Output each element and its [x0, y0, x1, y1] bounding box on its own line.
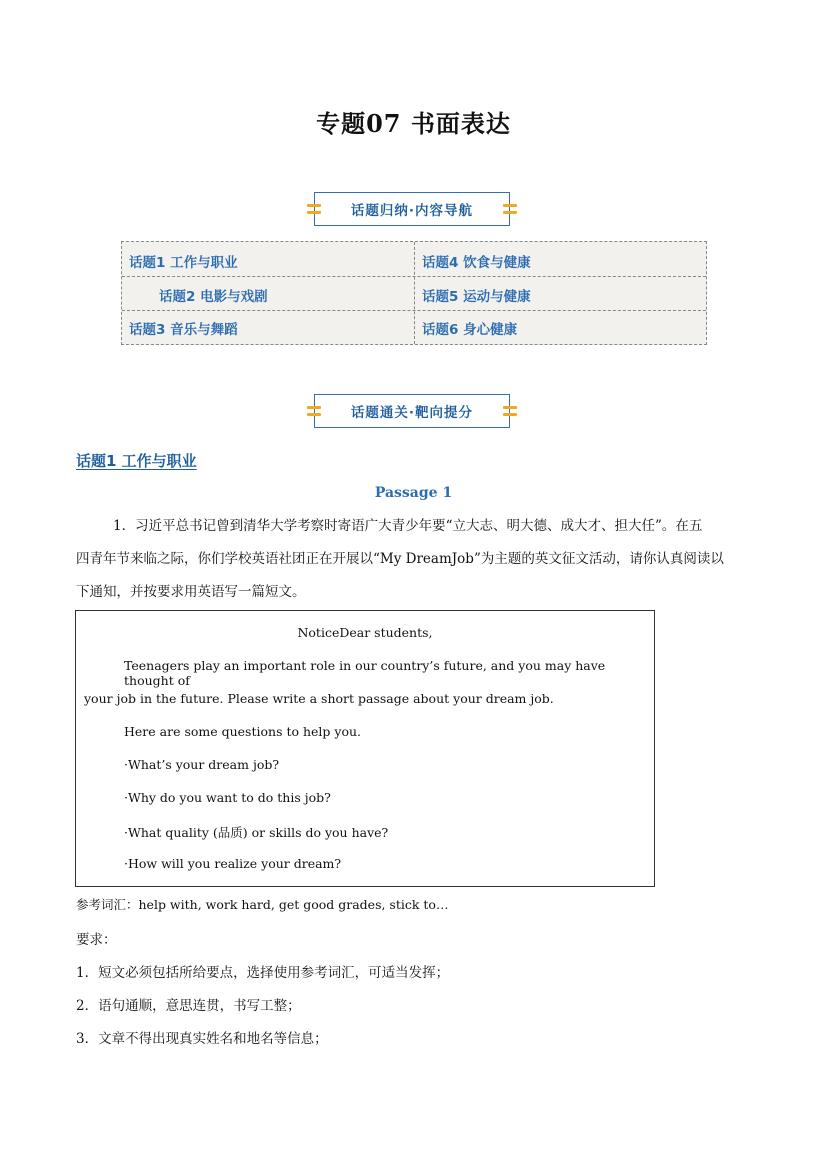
nav-topic-3[interactable]: 话题3 音乐与舞蹈	[129, 322, 238, 338]
topic-navigation-table	[121, 241, 707, 345]
requirement-1: 1．短文必须包括所给要点，选择使用参考词汇，可适当发挥；	[76, 965, 450, 981]
notice-para-line-2: your job in the future. Please write a short passage about your dream job.	[84, 691, 554, 706]
nav-topic-1[interactable]: 话题1 工作与职业	[129, 255, 238, 271]
section-banner-practice	[314, 394, 510, 428]
notice-question-3: ·What quality (品质) or skills do you have?	[124, 825, 389, 840]
notice-question-2: ·Why do you want to do this job?	[124, 790, 331, 805]
question-intro-line-3: 下通知，并按要求用英语写一篇短文。	[76, 584, 306, 600]
banner-label: 话题通关·靶向提分	[350, 405, 474, 421]
notice-question-4: ·How will you realize your dream?	[124, 856, 342, 871]
question-intro-line-1: 1．习近平总书记曾到清华大学考察时寄语广大青少年要“立大志、明大德、成大才、担大任”。在五	[113, 518, 703, 534]
notice-question-1: ·What’s your dream job?	[124, 757, 280, 772]
nav-topic-6[interactable]: 话题6 身心健康	[422, 322, 518, 338]
passage-title: Passage 1	[374, 485, 453, 501]
banner-decoration-icon	[307, 404, 321, 418]
notice-header: NoticeDear students,	[297, 625, 433, 640]
requirement-3: 3．文章不得出现真实姓名和地名等信息；	[76, 1031, 328, 1047]
requirement-2: 2．语句通顺，意思连贯，书写工整；	[76, 998, 301, 1014]
notice-para-line-1: Teenagers play an important role in our country’s future, and you may have thought of	[124, 658, 606, 688]
page-title: 专题07 书面表达	[316, 109, 511, 138]
banner-decoration-icon	[503, 202, 517, 216]
question-intro-line-2: 四青年节来临之际，你们学校英语社团正在开展以“My DreamJob”为主题的英文征文活动，请你认真阅读以	[76, 551, 724, 567]
notice-box	[75, 610, 655, 887]
topic-heading: 话题1 工作与职业	[76, 452, 197, 470]
nav-topic-5[interactable]: 话题5 运动与健康	[422, 289, 531, 305]
banner-label: 话题归纳·内容导航	[350, 203, 474, 219]
requirements-label: 要求：	[76, 932, 117, 948]
nav-topic-2[interactable]: 话题2 电影与戏剧	[159, 289, 268, 305]
section-banner-navigation	[314, 192, 510, 226]
reference-vocabulary: 参考词汇：help with, work hard, get good grades, stick to…	[76, 897, 449, 912]
banner-decoration-icon	[503, 404, 517, 418]
nav-topic-4[interactable]: 话题4 饮食与健康	[422, 255, 531, 271]
notice-questions-intro: Here are some questions to help you.	[124, 724, 362, 739]
banner-decoration-icon	[307, 202, 321, 216]
